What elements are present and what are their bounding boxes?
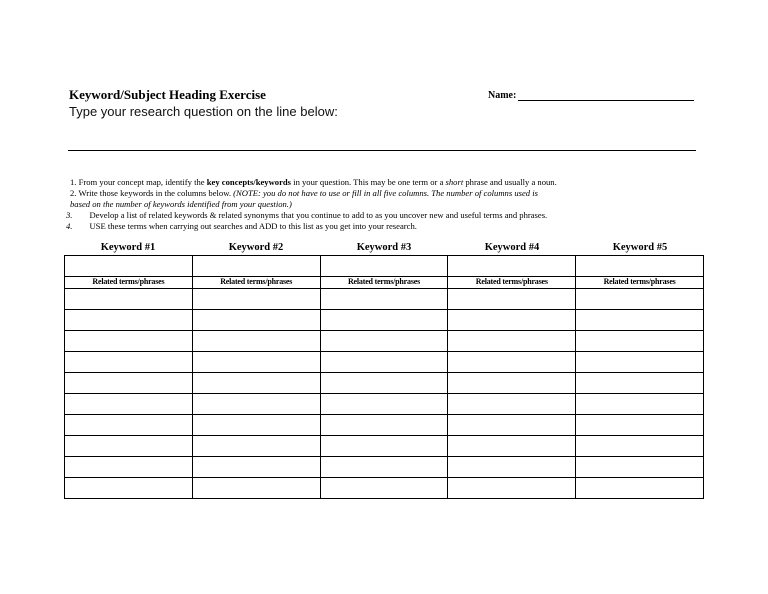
table-cell[interactable] (448, 331, 576, 352)
table-cell[interactable] (192, 310, 320, 331)
related-terms-text: Related terms/phrases (220, 277, 293, 286)
table-cell[interactable] (448, 436, 576, 457)
question-prompt: Type your research question on the line below: (69, 104, 338, 119)
table-cell[interactable] (448, 478, 576, 499)
keyword-2-cell[interactable] (192, 256, 320, 277)
table-cell[interactable] (576, 310, 704, 331)
table-cell[interactable] (65, 352, 193, 373)
name-field-group (488, 90, 694, 101)
instruction-text: phrase and usually a noun. (463, 177, 557, 187)
table-cell[interactable] (576, 478, 704, 499)
instruction-text: in your question. This may be one term or a (291, 177, 446, 187)
table-cell[interactable] (576, 289, 704, 310)
instruction-4 (66, 221, 417, 232)
keyword-4-cell[interactable] (448, 256, 576, 277)
keyword-5-header: Keyword #5 (612, 242, 668, 253)
instruction-text: USE these terms when carrying out searches and ADD to this list as you get into your research. (89, 221, 417, 231)
table-cell[interactable] (320, 457, 448, 478)
table-cell[interactable] (576, 394, 704, 415)
related-terms-text: Related terms/phrases (603, 277, 676, 286)
table-row (65, 415, 704, 436)
page-title: Keyword/Subject Heading Exercise (69, 87, 266, 102)
instruction-2-continued (70, 199, 292, 210)
table-row (65, 289, 704, 310)
table-cell[interactable] (192, 394, 320, 415)
table-row (65, 436, 704, 457)
related-terms-header-row (65, 277, 704, 289)
table-cell[interactable] (320, 352, 448, 373)
table-row (65, 352, 704, 373)
table-cell[interactable] (192, 457, 320, 478)
table-cell[interactable] (448, 352, 576, 373)
table-cell[interactable] (448, 289, 576, 310)
table-cell[interactable] (65, 415, 193, 436)
instruction-2 (70, 188, 538, 199)
table-cell[interactable] (576, 457, 704, 478)
table-row (65, 457, 704, 478)
related-terms-text: Related terms/phrases (475, 277, 548, 286)
table-cell[interactable] (65, 436, 193, 457)
table-cell[interactable] (576, 352, 704, 373)
table-cell[interactable] (192, 436, 320, 457)
table-cell[interactable] (320, 289, 448, 310)
name-label: Name: (488, 90, 517, 101)
table-cell[interactable] (576, 373, 704, 394)
table-cell[interactable] (448, 310, 576, 331)
table-cell[interactable] (320, 478, 448, 499)
table-row (65, 373, 704, 394)
table-cell[interactable] (448, 373, 576, 394)
table-cell[interactable] (576, 436, 704, 457)
instruction-note: based on the number of keywords identified from your question.) (70, 199, 292, 209)
table-row (65, 394, 704, 415)
related-terms-label (320, 277, 448, 289)
keyword-3-header: Keyword #3 (356, 242, 412, 253)
table-cell[interactable] (320, 331, 448, 352)
table-cell[interactable] (320, 394, 448, 415)
table-cell[interactable] (65, 331, 193, 352)
table-cell[interactable] (448, 394, 576, 415)
table-cell[interactable] (448, 415, 576, 436)
table-cell[interactable] (192, 373, 320, 394)
table-cell[interactable] (448, 457, 576, 478)
related-terms-label (192, 277, 320, 289)
keyword-entry-row (65, 256, 704, 277)
keyword-2-header: Keyword #2 (228, 242, 284, 253)
instruction-1 (70, 177, 557, 188)
keyword-5-cell[interactable] (576, 256, 704, 277)
table-row (65, 310, 704, 331)
keyword-1-cell[interactable] (65, 256, 193, 277)
table-cell[interactable] (320, 415, 448, 436)
table-cell[interactable] (192, 289, 320, 310)
instruction-text: 1. From your concept map, identify the (70, 177, 207, 187)
related-terms-label (65, 277, 193, 289)
table-cell[interactable] (192, 478, 320, 499)
table-cell[interactable] (320, 310, 448, 331)
instruction-text: Develop a list of related keywords & related synonyms that you continue to add to as you uncover new and useful terms and phrases. (89, 210, 548, 220)
instruction-emphasis: key concepts/keywords (206, 177, 292, 187)
table-cell[interactable] (576, 415, 704, 436)
instruction-emphasis: short (445, 177, 464, 187)
table-cell[interactable] (320, 373, 448, 394)
keyword-table (64, 255, 704, 499)
related-terms-text: Related terms/phrases (347, 277, 420, 286)
table-cell[interactable] (192, 352, 320, 373)
table-row (65, 478, 704, 499)
table-cell[interactable] (65, 289, 193, 310)
table-cell[interactable] (192, 331, 320, 352)
keyword-1-header: Keyword #1 (100, 242, 156, 253)
instruction-number: 4. (66, 221, 73, 231)
table-cell[interactable] (65, 478, 193, 499)
instruction-text: 2. Write those keywords in the columns below. (70, 188, 234, 198)
keyword-4-header: Keyword #4 (484, 242, 540, 253)
related-terms-text: Related terms/phrases (92, 277, 165, 286)
instruction-3 (66, 210, 547, 221)
table-cell[interactable] (320, 436, 448, 457)
table-cell[interactable] (192, 415, 320, 436)
instruction-number: 3. (66, 210, 73, 220)
name-blank-line[interactable] (518, 90, 694, 101)
table-cell[interactable] (65, 394, 193, 415)
question-answer-line[interactable] (68, 150, 696, 151)
keyword-3-cell[interactable] (320, 256, 448, 277)
related-terms-label (448, 277, 576, 289)
table-cell[interactable] (576, 331, 704, 352)
table-cell[interactable] (65, 373, 193, 394)
related-terms-label (576, 277, 704, 289)
table-row (65, 331, 704, 352)
table-cell[interactable] (65, 457, 193, 478)
instruction-note: (NOTE: you do not have to use or fill in all five columns. The number of columns used is (233, 188, 538, 198)
table-cell[interactable] (65, 310, 193, 331)
